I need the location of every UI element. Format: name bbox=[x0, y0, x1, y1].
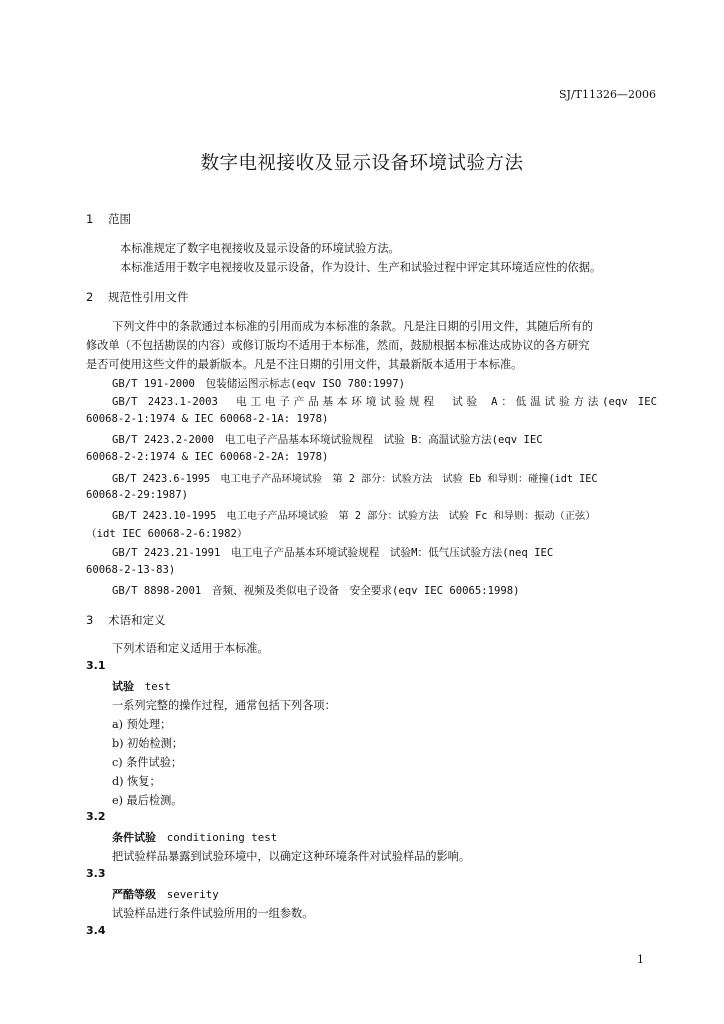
reference-gbt2423-21-line-1: GB/T 2423.21-1991 电工电子产品基本环境试验规程 试验M：低气压试验方法(neq IEC bbox=[112, 547, 554, 559]
term-zh: 试验 bbox=[112, 680, 134, 693]
term-conditioning-test-definition: 把试验样品暴露到试验环境中，以确定这种环境条件对试验样品的影响。 bbox=[112, 850, 471, 863]
section-2-heading bbox=[86, 289, 189, 305]
normref-intro-line-2: 修改单（不包括勘误的内容）或修订版均不适用于本标准，然而，鼓励根据本标准达成协议的各方研究 bbox=[86, 339, 590, 352]
section-title: 范围 bbox=[108, 212, 131, 226]
normref-intro-line-3: 是否可使用这些文件的最新版本。凡是不注日期的引用文件，其最新版本适用于本标准。 bbox=[86, 358, 523, 371]
section-number: 2 bbox=[86, 290, 94, 304]
section-number: 1 bbox=[86, 212, 94, 226]
term-en: severity bbox=[166, 888, 219, 901]
normref-intro-line-1: 下列文件中的条款通过本标准的引用而成为本标准的条款。凡是注日期的引用文件，其随后所有的 bbox=[112, 320, 594, 333]
reference-gbt2423-21-line-2: 60068-2-13-83) bbox=[86, 564, 176, 576]
list-item: c) 条件试验； bbox=[112, 756, 183, 769]
term-test-definition: 一系列完整的操作过程，通常包括下列各项： bbox=[112, 699, 336, 712]
standard-number: SJ/T11326—2006 bbox=[559, 88, 656, 101]
term-en: test bbox=[144, 680, 171, 693]
term-en: conditioning test bbox=[166, 831, 278, 844]
reference-gbt2423-2-line-1: GB/T 2423.2-2000 电工电子产品基本环境试验规程 试验 B：高温试验方法(eqv IEC bbox=[112, 434, 543, 446]
list-item: d) 恢复； bbox=[112, 775, 161, 788]
term-severity-definition: 试验样品进行条件试验所用的一组参数。 bbox=[112, 907, 314, 920]
reference-gbt2423-6-line-2: 60068-2-29:1987) bbox=[86, 489, 189, 501]
section-number: 3 bbox=[86, 613, 94, 627]
list-item: e) 最后检测。 bbox=[112, 794, 183, 807]
document-title: 数字电视接收及显示设备环境试验方法 bbox=[200, 153, 524, 174]
reference-gbt2423-1-line-2: 60068-2-1:1974 & IEC 60068-2-1A: 1978) bbox=[86, 413, 329, 425]
page-number: 1 bbox=[637, 953, 644, 966]
section-1-heading bbox=[86, 211, 131, 227]
reference-gbt2423-10-line-1: GB/T 2423.10-1995 电工电子产品环境试验 第 2 部分：试验方法 试验 Fc 和导则：振动（正弦） bbox=[112, 511, 596, 522]
clause-3-2-number: 3.2 bbox=[86, 810, 106, 823]
clause-3-3-number: 3.3 bbox=[86, 867, 106, 880]
reference-gbt2423-1-line-1: GB/T 2423.1-2003 电工电子产品基本环境试验规程 试验 A：低温试验方法(eqv IEC bbox=[112, 396, 657, 408]
reference-gbt8898: GB/T 8898-2001 音频、视频及类似电子设备 安全要求(eqv IEC 60065:1998) bbox=[112, 585, 520, 597]
clause-3-4-number: 3.4 bbox=[86, 924, 106, 937]
term-test bbox=[112, 678, 171, 694]
term-zh: 条件试验 bbox=[112, 831, 156, 844]
list-item: a) 预处理； bbox=[112, 718, 172, 731]
reference-gbt2423-2-line-2: 60068-2-2:1974 & IEC 60068-2-2A: 1978) bbox=[86, 451, 329, 463]
clause-3-1-number: 3.1 bbox=[86, 659, 106, 672]
scope-paragraph-2: 本标准适用于数字电视接收及显示设备，作为设计、生产和试验过程中评定其环境适应性的依据。 bbox=[120, 261, 602, 274]
term-zh: 严酷等级 bbox=[112, 888, 156, 901]
reference-gbt191: GB/T 191-2000 包装储运图示标志(eqv ISO 780:1997) bbox=[112, 378, 406, 390]
term-conditioning-test bbox=[112, 829, 277, 845]
reference-gbt2423-10-line-2: （idt IEC 60068-2-6:1982） bbox=[86, 528, 248, 540]
section-3-heading bbox=[86, 612, 166, 628]
scope-paragraph-1: 本标准规定了数字电视接收及显示设备的环境试验方法。 bbox=[120, 242, 400, 255]
section-title: 术语和定义 bbox=[108, 613, 166, 627]
section-title: 规范性引用文件 bbox=[108, 290, 189, 304]
list-item: b) 初始检测； bbox=[112, 737, 184, 750]
reference-gbt2423-6-line-1: GB/T 2423.6-1995 电工电子产品环境试验 第 2 部分：试验方法 试验 Eb 和导则：碰撞(idt IEC bbox=[112, 474, 598, 485]
term-severity bbox=[112, 886, 219, 902]
terms-intro: 下列术语和定义适用于本标准。 bbox=[112, 642, 269, 655]
